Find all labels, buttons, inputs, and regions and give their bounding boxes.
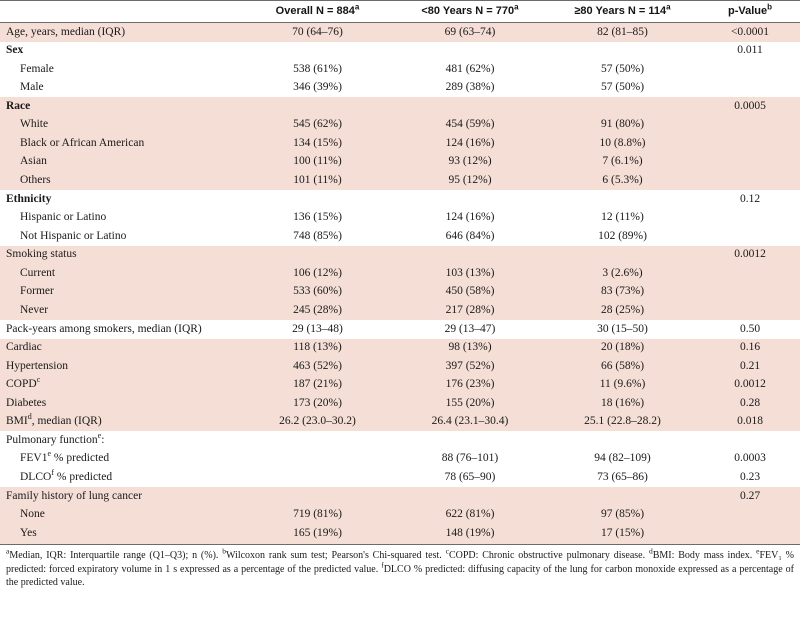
cell-overall: 463 (52%) bbox=[240, 357, 395, 376]
table-row bbox=[0, 23, 800, 42]
cell-under80: 95 (12%) bbox=[395, 172, 545, 191]
cell-pvalue bbox=[700, 264, 800, 283]
table-row bbox=[0, 134, 800, 153]
row-label: Black or African American bbox=[0, 134, 240, 153]
table-row bbox=[0, 153, 800, 172]
table-row bbox=[0, 487, 800, 506]
cell-overall: 245 (28%) bbox=[240, 301, 395, 320]
footnote-marker: a bbox=[6, 546, 10, 556]
cell-pvalue: 0.0005 bbox=[700, 97, 800, 116]
row-label: Diabetes bbox=[0, 394, 240, 413]
row-label: Male bbox=[0, 79, 240, 98]
cell-overall bbox=[240, 190, 395, 209]
cell-under80 bbox=[395, 42, 545, 61]
cell-overall: 173 (20%) bbox=[240, 394, 395, 413]
row-label: Hispanic or Latino bbox=[0, 209, 240, 228]
cell-pvalue bbox=[700, 283, 800, 302]
cell-pvalue: 0.12 bbox=[700, 190, 800, 209]
row-label: None bbox=[0, 506, 240, 525]
cell-pvalue: 0.28 bbox=[700, 394, 800, 413]
table-row bbox=[0, 42, 800, 61]
cell-under80: 450 (58%) bbox=[395, 283, 545, 302]
table-row bbox=[0, 246, 800, 265]
row-label: Cardiac bbox=[0, 339, 240, 358]
cell-pvalue: 0.0012 bbox=[700, 376, 800, 395]
table-row bbox=[0, 60, 800, 79]
cell-overall bbox=[240, 42, 395, 61]
cell-under80: 454 (59%) bbox=[395, 116, 545, 135]
row-label: Asian bbox=[0, 153, 240, 172]
cell-under80: 397 (52%) bbox=[395, 357, 545, 376]
row-label: Not Hispanic or Latino bbox=[0, 227, 240, 246]
cell-pvalue: <0.0001 bbox=[700, 23, 800, 42]
cell-pvalue bbox=[700, 506, 800, 525]
cell-overall bbox=[240, 431, 395, 450]
cell-pvalue: 0.21 bbox=[700, 357, 800, 376]
row-label: Pulmonary function$^e$: bbox=[0, 431, 240, 450]
cell-overall: 106 (12%) bbox=[240, 264, 395, 283]
cell-over80: 25.1 (22.8–28.2) bbox=[545, 413, 700, 432]
table-row bbox=[0, 190, 800, 209]
table-row bbox=[0, 172, 800, 191]
cell-over80: 7 (6.1%) bbox=[545, 153, 700, 172]
cell-over80: 102 (89%) bbox=[545, 227, 700, 246]
table-row bbox=[0, 524, 800, 544]
cell-overall: 748 (85%) bbox=[240, 227, 395, 246]
cell-under80: 26.4 (23.1–30.4) bbox=[395, 413, 545, 432]
table-header bbox=[0, 1, 800, 23]
cell-over80: 66 (58%) bbox=[545, 357, 700, 376]
table-row bbox=[0, 450, 800, 469]
cell-overall: 118 (13%) bbox=[240, 339, 395, 358]
cell-overall bbox=[240, 469, 395, 488]
cell-overall: 29 (13–48) bbox=[240, 320, 395, 339]
cell-overall: 719 (81%) bbox=[240, 506, 395, 525]
cell-over80: 6 (5.3%) bbox=[545, 172, 700, 191]
cell-over80: 94 (82–109) bbox=[545, 450, 700, 469]
table-row bbox=[0, 339, 800, 358]
cell-over80: 91 (80%) bbox=[545, 116, 700, 135]
table-row bbox=[0, 413, 800, 432]
cell-overall: 165 (19%) bbox=[240, 524, 395, 544]
cell-over80: 18 (16%) bbox=[545, 394, 700, 413]
cell-overall: 136 (15%) bbox=[240, 209, 395, 228]
cell-pvalue bbox=[700, 301, 800, 320]
cell-over80: 73 (65–86) bbox=[545, 469, 700, 488]
row-label: Race bbox=[0, 97, 240, 116]
cell-under80: 93 (12%) bbox=[395, 153, 545, 172]
cell-over80: 30 (15–50) bbox=[545, 320, 700, 339]
cell-over80: 83 (73%) bbox=[545, 283, 700, 302]
cell-overall: 538 (61%) bbox=[240, 60, 395, 79]
cell-over80 bbox=[545, 97, 700, 116]
footnote-marker: c bbox=[445, 546, 449, 556]
table-row bbox=[0, 264, 800, 283]
cell-under80: 124 (16%) bbox=[395, 134, 545, 153]
row-label: Age, years, median (IQR) bbox=[0, 23, 240, 42]
cell-overall bbox=[240, 97, 395, 116]
cell-over80: 3 (2.6%) bbox=[545, 264, 700, 283]
table-row bbox=[0, 394, 800, 413]
cell-over80: 57 (50%) bbox=[545, 79, 700, 98]
cell-under80: 78 (65–90) bbox=[395, 469, 545, 488]
row-label: Family history of lung cancer bbox=[0, 487, 240, 506]
column-header-under80: <80 Years $N = 770^a$ bbox=[395, 1, 545, 23]
column-header-overall: Overall $N = 884^a$ bbox=[240, 1, 395, 23]
table-footnotes: $^a$Median, IQR: Interquartile range (Q1–Q3); n (%). $^b$Wilcoxon rank sum test; Pearson's Chi-squared test. $^c$COPD: Chronic obstructive pulmonary disease. $^d$BMI: Body mass index. $^e$FEV₁ % predicted: forced expiratory volume in 1 s expressed as a percentage of the predicted value. $^f$DLCO % predicted: diffusing capacity of the lung for carbon monoxide expressed as a percentage of the predicted value. bbox=[0, 544, 800, 595]
cell-pvalue bbox=[700, 431, 800, 450]
cell-under80: 481 (62%) bbox=[395, 60, 545, 79]
cell-overall bbox=[240, 487, 395, 506]
table-row bbox=[0, 301, 800, 320]
cell-pvalue: 0.0003 bbox=[700, 450, 800, 469]
cell-overall: 545 (62%) bbox=[240, 116, 395, 135]
cell-overall bbox=[240, 450, 395, 469]
row-label: BMI$^d$, median (IQR) bbox=[0, 413, 240, 432]
row-label: Current bbox=[0, 264, 240, 283]
cell-under80 bbox=[395, 431, 545, 450]
cell-over80 bbox=[545, 190, 700, 209]
table-row bbox=[0, 357, 800, 376]
footnote-marker: d bbox=[648, 546, 653, 556]
cell-over80 bbox=[545, 42, 700, 61]
table-row bbox=[0, 227, 800, 246]
table-row bbox=[0, 283, 800, 302]
cell-pvalue bbox=[700, 524, 800, 544]
footnote-marker: e bbox=[756, 546, 760, 556]
cell-under80: 622 (81%) bbox=[395, 506, 545, 525]
cell-pvalue bbox=[700, 79, 800, 98]
cell-overall: 346 (39%) bbox=[240, 79, 395, 98]
row-label: Never bbox=[0, 301, 240, 320]
cell-overall: 101 (11%) bbox=[240, 172, 395, 191]
row-label: Others bbox=[0, 172, 240, 191]
row-label: Former bbox=[0, 283, 240, 302]
table-row bbox=[0, 506, 800, 525]
cell-pvalue: 0.50 bbox=[700, 320, 800, 339]
cell-under80: 88 (76–101) bbox=[395, 450, 545, 469]
cell-overall: 26.2 (23.0–30.2) bbox=[240, 413, 395, 432]
cell-under80: 176 (23%) bbox=[395, 376, 545, 395]
table-row bbox=[0, 79, 800, 98]
cell-pvalue bbox=[700, 172, 800, 191]
cell-pvalue: 0.0012 bbox=[700, 246, 800, 265]
row-label: Hypertension bbox=[0, 357, 240, 376]
cell-overall: 533 (60%) bbox=[240, 283, 395, 302]
cell-under80: 155 (20%) bbox=[395, 394, 545, 413]
cell-pvalue: 0.011 bbox=[700, 42, 800, 61]
table-body bbox=[0, 23, 800, 545]
cell-over80: 82 (81–85) bbox=[545, 23, 700, 42]
cell-overall bbox=[240, 246, 395, 265]
cell-pvalue bbox=[700, 60, 800, 79]
cell-pvalue: 0.018 bbox=[700, 413, 800, 432]
cell-overall: 187 (21%) bbox=[240, 376, 395, 395]
table-row bbox=[0, 209, 800, 228]
cell-under80 bbox=[395, 246, 545, 265]
cell-under80: 148 (19%) bbox=[395, 524, 545, 544]
cell-overall: 100 (11%) bbox=[240, 153, 395, 172]
row-label: FEV1e % predicted bbox=[0, 450, 240, 469]
cell-under80: 103 (13%) bbox=[395, 264, 545, 283]
row-label: Ethnicity bbox=[0, 190, 240, 209]
cell-over80: 57 (50%) bbox=[545, 60, 700, 79]
table-row bbox=[0, 431, 800, 450]
cell-overall: 70 (64–76) bbox=[240, 23, 395, 42]
cell-under80 bbox=[395, 97, 545, 116]
row-label: Pack-years among smokers, median (IQR) bbox=[0, 320, 240, 339]
column-header-pvalue: p-Value$^b$ bbox=[700, 1, 800, 23]
row-label: White bbox=[0, 116, 240, 135]
cell-under80 bbox=[395, 190, 545, 209]
column-header-characteristic bbox=[0, 1, 240, 23]
cell-pvalue: 0.16 bbox=[700, 339, 800, 358]
cell-under80 bbox=[395, 487, 545, 506]
column-header-over80: ≥80 Years $N = 114^a$ bbox=[545, 1, 700, 23]
cell-under80: 98 (13%) bbox=[395, 339, 545, 358]
cell-under80: 646 (84%) bbox=[395, 227, 545, 246]
cell-over80: 97 (85%) bbox=[545, 506, 700, 525]
cell-pvalue bbox=[700, 227, 800, 246]
cell-over80: 28 (25%) bbox=[545, 301, 700, 320]
cell-over80: 20 (18%) bbox=[545, 339, 700, 358]
cell-under80: 69 (63–74) bbox=[395, 23, 545, 42]
cell-over80: 12 (11%) bbox=[545, 209, 700, 228]
cell-under80: 124 (16%) bbox=[395, 209, 545, 228]
table-header-row bbox=[0, 1, 800, 23]
row-label: Female bbox=[0, 60, 240, 79]
table-row bbox=[0, 376, 800, 395]
row-label: COPD$^c$ bbox=[0, 376, 240, 395]
table-row bbox=[0, 469, 800, 488]
cell-pvalue bbox=[700, 209, 800, 228]
cell-pvalue bbox=[700, 153, 800, 172]
cell-over80: 10 (8.8%) bbox=[545, 134, 700, 153]
cell-over80: 11 (9.6%) bbox=[545, 376, 700, 395]
cell-pvalue: 0.23 bbox=[700, 469, 800, 488]
cell-over80 bbox=[545, 246, 700, 265]
cell-over80 bbox=[545, 487, 700, 506]
footnote-marker: b bbox=[222, 546, 226, 556]
row-label: DLCO$^f$ % predicted bbox=[0, 469, 240, 488]
cell-pvalue bbox=[700, 134, 800, 153]
cell-pvalue: 0.27 bbox=[700, 487, 800, 506]
cell-under80: 29 (13–47) bbox=[395, 320, 545, 339]
row-label: Yes bbox=[0, 524, 240, 544]
cell-pvalue bbox=[700, 116, 800, 135]
cell-under80: 217 (28%) bbox=[395, 301, 545, 320]
row-label: Smoking status bbox=[0, 246, 240, 265]
cell-over80 bbox=[545, 431, 700, 450]
cell-overall: 134 (15%) bbox=[240, 134, 395, 153]
table-row bbox=[0, 97, 800, 116]
footnote-marker: f bbox=[381, 560, 384, 570]
cell-under80: 289 (38%) bbox=[395, 79, 545, 98]
table-row bbox=[0, 320, 800, 339]
cell-over80: 17 (15%) bbox=[545, 524, 700, 544]
row-label: Sex bbox=[0, 42, 240, 61]
table-row bbox=[0, 116, 800, 135]
